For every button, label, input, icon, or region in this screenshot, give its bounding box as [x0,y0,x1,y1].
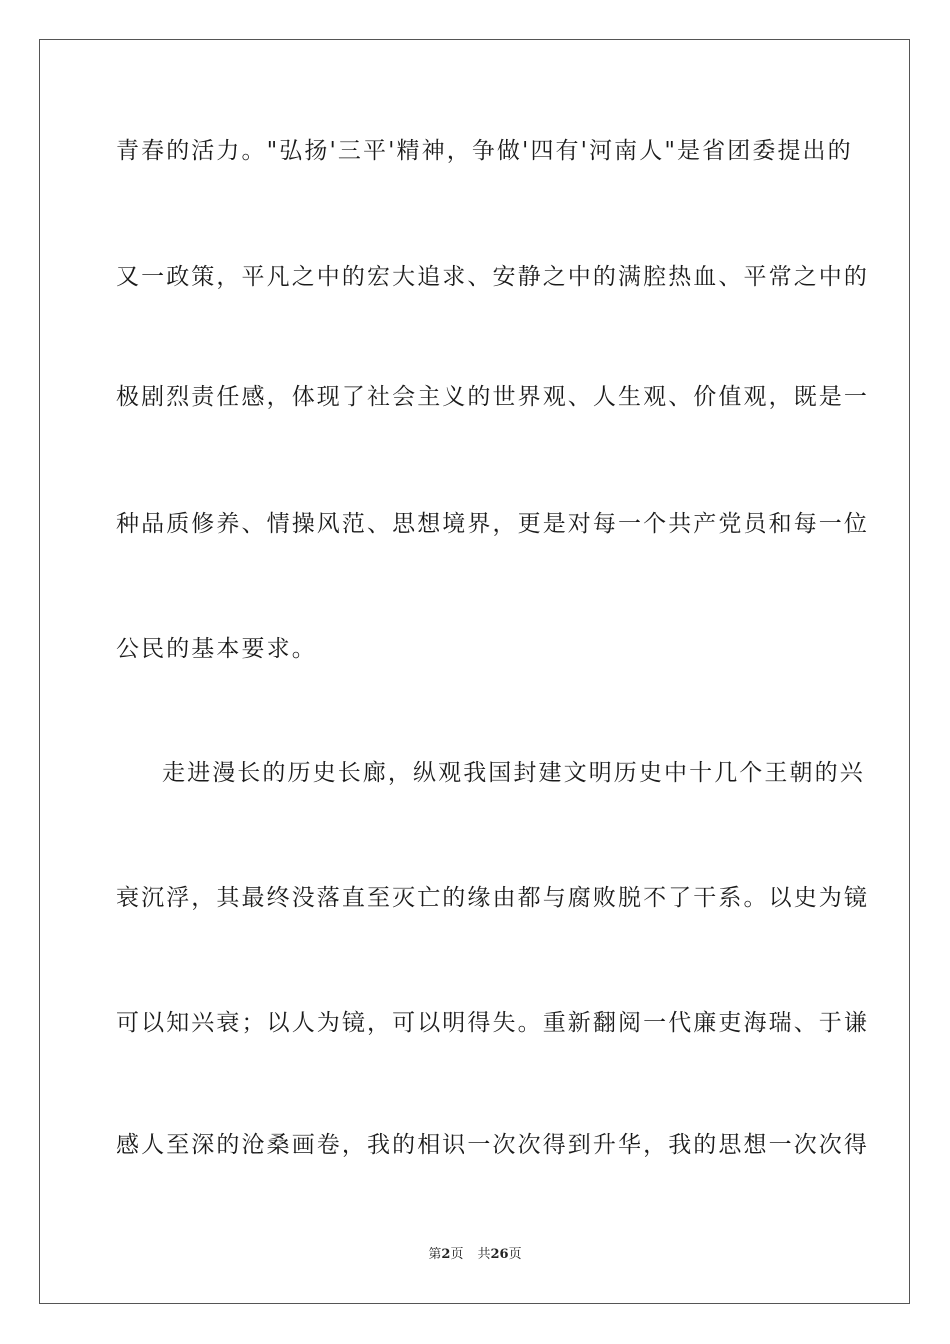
text-line: 种品质修养、情操风范、思想境界，更是对每一个共产党员和每一位 [116,511,869,537]
page-suffix: 页 [450,1247,464,1262]
text-line: 可以知兴衰；以人为镜，可以明得失。重新翻阅一代廉吏海瑞、于谦 [116,1010,869,1036]
total-prefix: 共 [477,1247,491,1262]
total-pages: 26 [490,1247,509,1262]
text-line: 衰沉浮，其最终没落直至灭亡的缘由都与腐败脱不了干系。以史为镜 [116,885,869,911]
page-border [39,39,910,1304]
text-line: 极剧烈责任感，体现了社会主义的世界观、人生观、价值观，既是一 [116,384,869,410]
text-line: 感人至深的沧桑画卷，我的相识一次次得到升华，我的思想一次次得 [116,1132,869,1158]
text-line: 又一政策，平凡之中的宏大追求、安静之中的满腔热血、平常之中的 [116,264,869,290]
page-prefix: 第 [428,1247,442,1262]
text-line: 公民的基本要求。 [116,636,317,662]
text-line: 青春的活力。"弘扬'三平'精神，争做'四有'河南人"是省团委提出的 [116,138,853,164]
text-line: 走进漫长的历史长廊，纵观我国封建文明历史中十几个王朝的兴 [162,760,865,786]
page-number: 2 [441,1247,451,1262]
page-footer [0,1246,950,1264]
total-suffix: 页 [508,1247,522,1262]
